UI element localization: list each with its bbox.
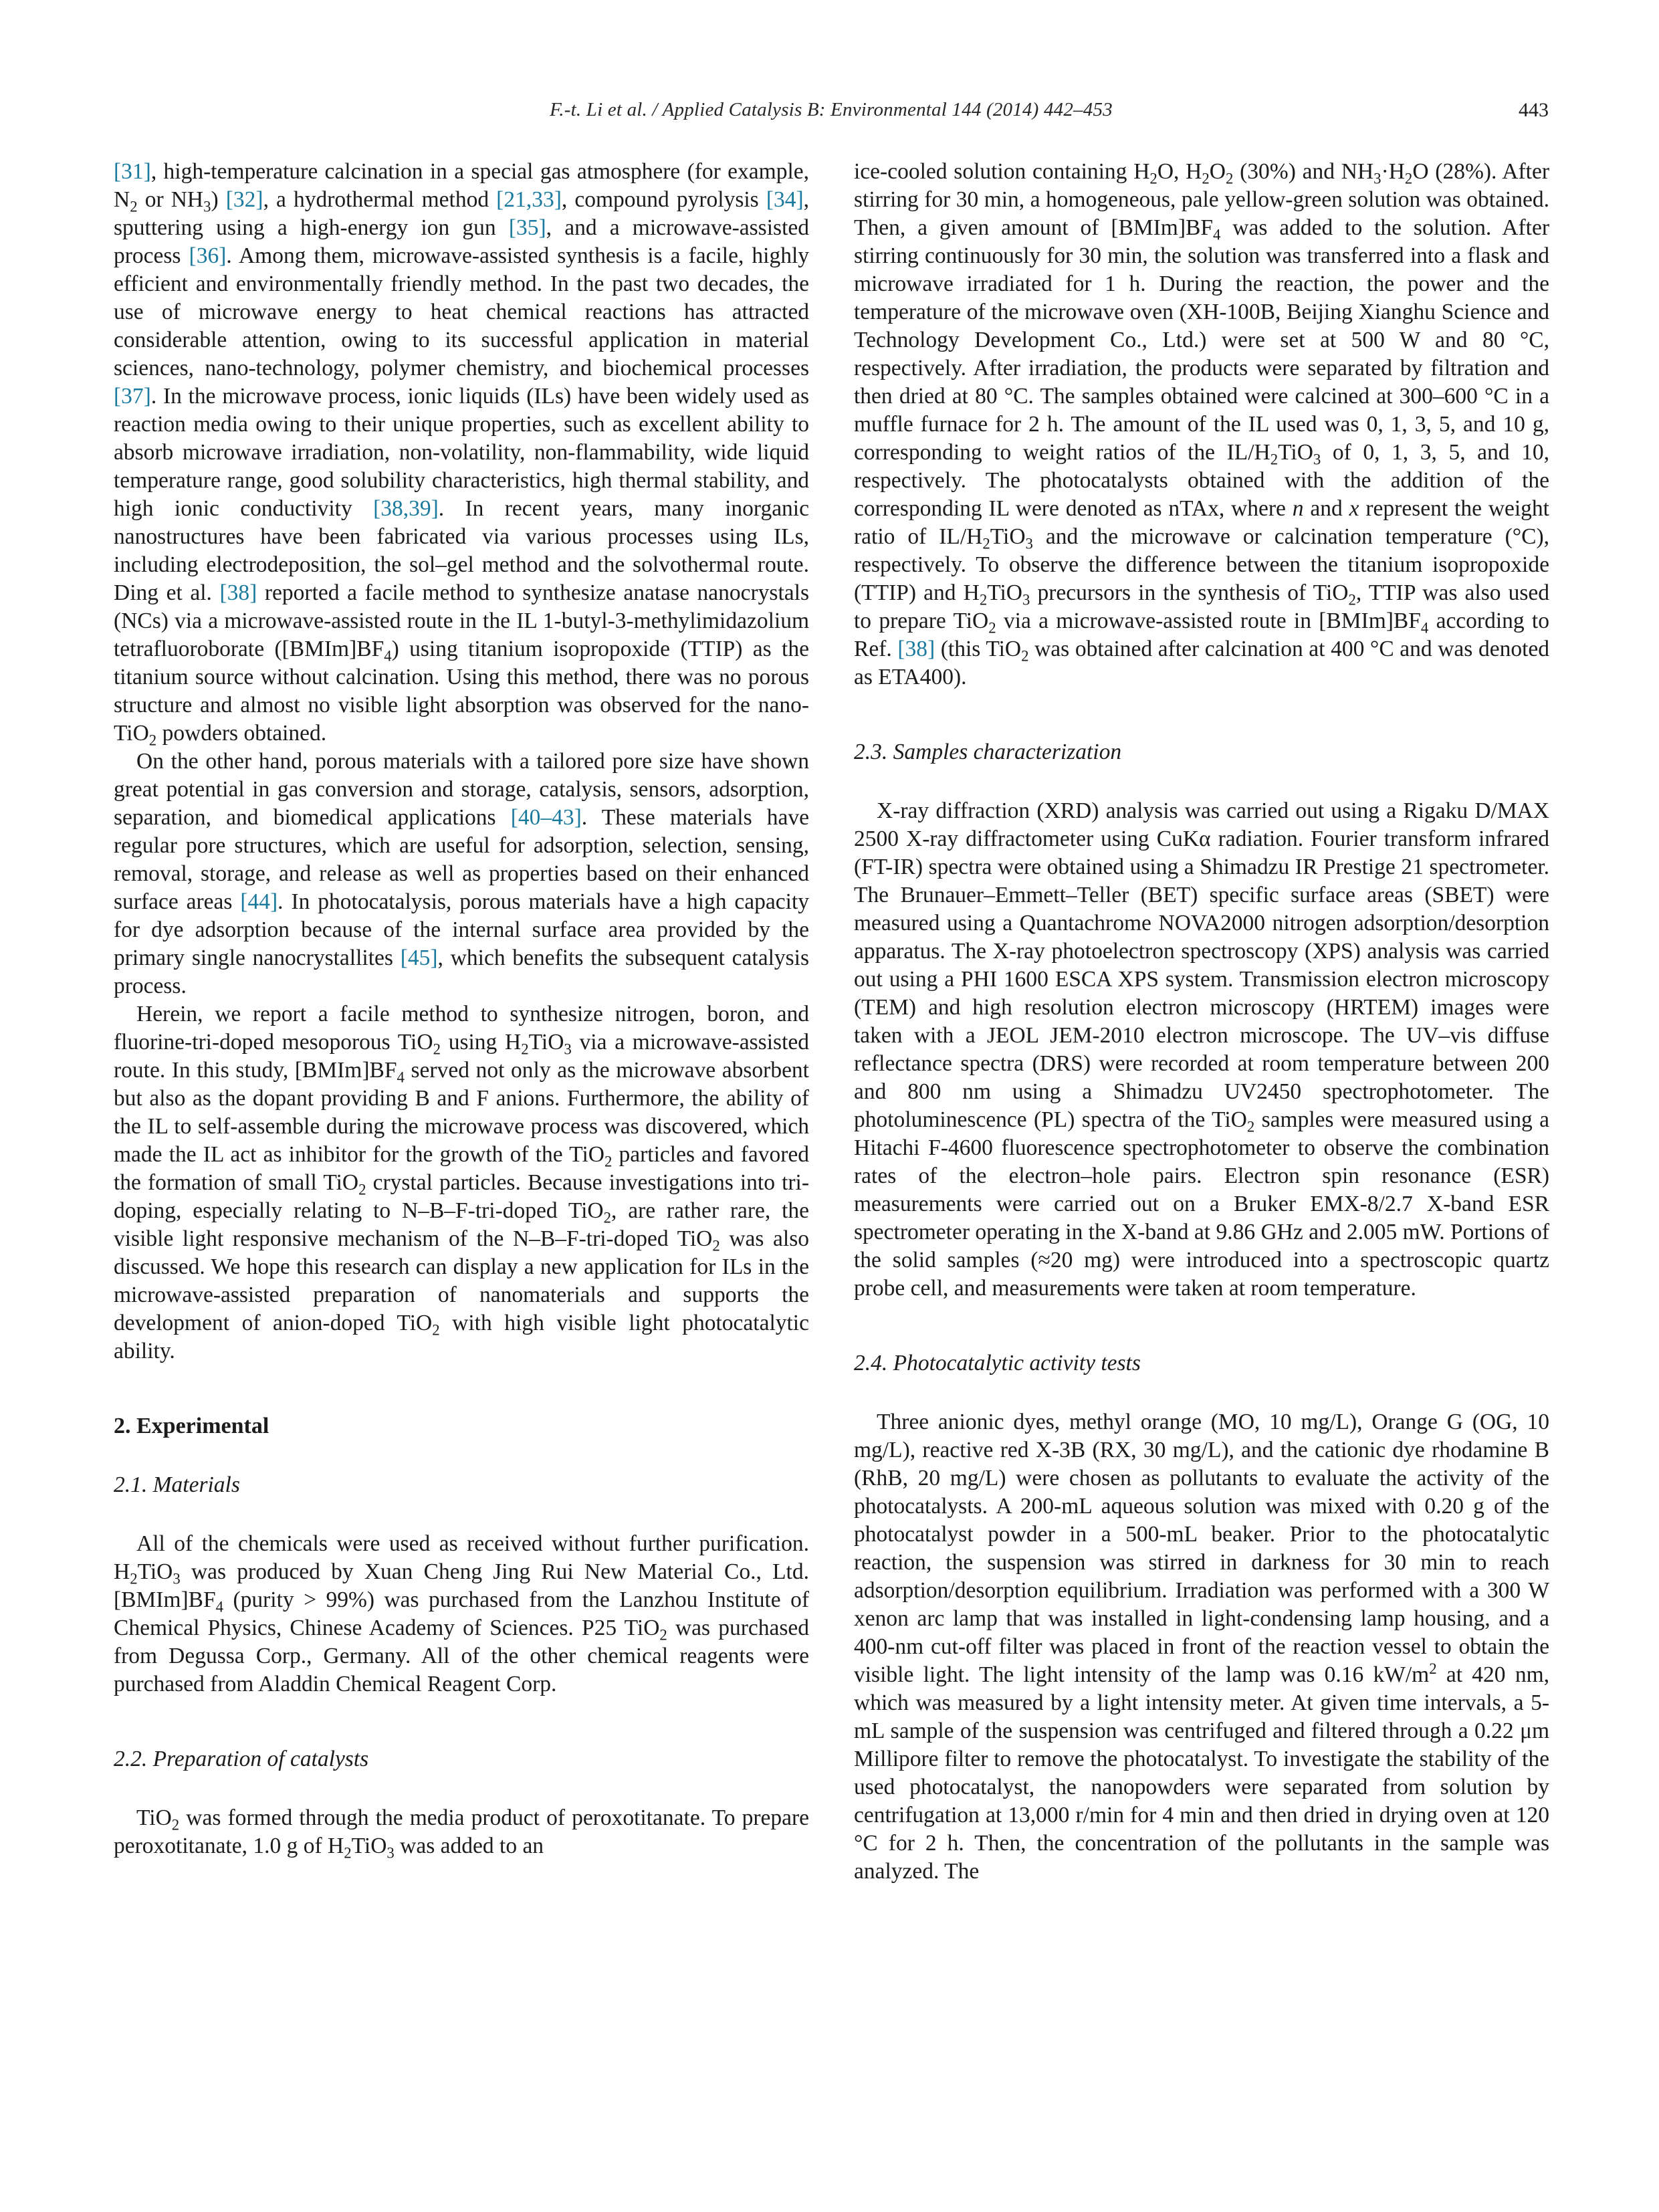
subscript-text: 2 [1348,591,1356,609]
subscript-text: 2 [1404,170,1413,187]
paragraph: X-ray diffraction (XRD) analysis was carried out using a Rigaku D/MAX 2500 X-ray diffractometer using CuKα radiation. Fourier transform infrared (FT-IR) spectra were obtained using a Shimadzu IR Prestige 21 spectrometer. The Brunauer–Emmett–Teller (BET) specific surface areas (SBET) were measured using a Quantachrome NOVA2000 nitrogen adsorption/desorption apparatus. The X-ray photoelectron spectroscopy (XPS) analysis was carried out using a PHI 1600 ESCA XPS system. Transmission electron microscopy (TEM) and high resolution electron microscopy (HRTEM) images were taken with a JEOL JEM-2010 electron microscope. The UV–vis diffuse reflectance spectra (DRS) were recorded at room temperature between 200 and 800 nm using a Shimadzu UV2450 spectrophotometer. The photoluminescence (PL) spectra of the TiO$_2$ samples were measured using a Hitachi F-4600 fluorescence spectrophotometer to observe the combination rates of the electron–hole pairs. Electron spin resonance (ESR) measurements were carried out on a Bruker EMX-8/2.7 X-band ESR spectrometer operating in the X-band at 9.86 GHz and 2.005 mW. Portions of the solid samples (≈20 mg) were introduced into a spectroscopic quartz probe cell, and measurements were taken at room temperature. [854,798,1549,1301]
paragraph: TiO$_2$ was formed through the media product of peroxotitanate. To prepare peroxotitanate, 1.0 g of $H_2TiO_3$ was added to an [114,1805,809,1862]
running-header [114,99,1549,128]
paragraph: All of the chemicals were used as received without further purification. $H_2TiO_3$ was produced by Xuan Cheng Jing Rui New Material Co., Ltd. $[BMIm]BF_4$ (purity > 99%) was purchased from the Lanzhou Institute of Chemical Physics, Chinese Academy of Sciences. P25 TiO$_2$ was purchased from Degussa Corp., Germany. All of the other chemical reagents were purchased from Aladdin Chemical Reagent Corp. [114,1531,809,1696]
subscript-text: 2 [712,1237,720,1254]
citation-link[interactable]: [31] [114,159,151,184]
subscript-text: 2 [603,1209,612,1226]
citation-link[interactable]: [44] [240,889,278,914]
citation-link[interactable]: [32] [225,187,263,212]
subscript-text: 3 [203,198,211,215]
italic-variable: n [1292,496,1304,521]
subscript-text: 2 [988,619,996,637]
subscript-text: 2 [433,1040,441,1058]
citation-link[interactable]: [21,33] [496,187,562,212]
citation-link[interactable]: [36] [189,243,227,268]
subscript-text: 2 [130,1570,138,1587]
subsection-heading: 2.2. Preparation of catalysts [114,1747,369,1771]
citation-link[interactable]: [40–43] [510,805,582,830]
citation-link[interactable]: [38] [897,637,935,661]
subscript-text: 2 [604,1153,613,1170]
italic-variable: x [1349,496,1359,521]
journal-reference: F.-t. Li et al. / Applied Catalysis B: Environmental 144 (2014) 442–453 [550,99,1113,120]
citation-link[interactable]: [35] [508,215,546,240]
subscript-text: 3 [1022,591,1030,609]
superscript-text: 2 [1429,1660,1437,1677]
paragraph: ice-cooled solution containing $H_2O$, $H_2O_2$ (30%) and $NH_3\cdot H_2O$ (28%). After stirring for 30 min, a homogeneous, pale yellow-green solution was obtained. Then, a given amount of $[BMIm]BF_4$ was added to the solution. After stirring continuously for 30 min, the solution was transferred into a flask and microwave irradiated for 1 h. During the reaction, the power and the temperature of the microwave oven (XH-100B, Beijing Xianghu Science and Technology Development Co., Ltd.) were set at 500 W and 80 °C, respectively. After irradiation, the products were separated by filtration and then dried at 80 °C. The samples obtained were calcined at 300–600 °C in a muffle furnace for 2 h. The amount of the IL used was 0, 1, 3, 5, and 10 g, corresponding to weight ratios of the $IL/H_2TiO_3$ of 0, 1, 3, 5, and 10, respectively. The photocatalysts obtained with the addition of the corresponding IL were denoted as nTAx, where n and x represent the weight ratio of $IL/H_2TiO_3$ and the microwave or calcination temperature (°C), respectively. To observe the difference between the titanium isopropoxide (TTIP) and $H_2TiO_3$ precursors in the synthesis of TiO$_2$, TTIP was also used to prepare TiO$_2$ via a microwave-assisted route in $[BMIm]BF_4$ according to Ref. [38] (this TiO$_2$ was obtained after calcination at 400 °C and was denoted as ETA400). [854,159,1549,689]
subscript-text: 2 [148,732,157,749]
paragraph: Three anionic dyes, methyl orange (MO, 10 mg/L), Orange G (OG, 10 mg/L), reactive red X-3B (RX, 30 mg/L), and the cationic dye rhodamine B (RhB, 20 mg/L) were chosen as pollutants to evaluate the activity of the photocatalysts. A 200-mL aqueous solution was mixed with 0.20 g of the photocatalyst powder in a 500-mL beaker. Prior to the photocatalytic reaction, the suspension was stirred in darkness for 30 min to reach adsorption/desorption equilibrium. Irradiation was performed with a 300 W xenon arc lamp that was installed in light-condensing lamp housing, and a 400-nm cut-off filter was placed in front of the reaction vessel to obtain the visible light. The light intensity of the lamp was 0.16 $kW/m^2$ at 420 nm, which was measured by a light intensity meter. At given time intervals, a 5-mL sample of the suspension was centrifuged and filtered through a 0.22 μm Millipore filter to remove the photocatalyst. To investigate the stability of the used photocatalyst, the nanopowders were separated from solution by centrifugation at 13,000 r/min for 4 min and then dried in drying oven at 120 °C for 2 h. Then, the concentration of the pollutants in the sample was analyzed. The [854,1410,1549,1884]
page-number: 443 [1519,99,1549,121]
subscript-text: 4 [1420,619,1429,637]
subscript-text: 2 [1270,451,1279,468]
subscript-text: 3 [386,1844,395,1862]
subsection-heading: 2.1. Materials [114,1472,240,1497]
subscript-text: 2 [130,198,138,215]
subsection-heading: 2.3. Samples characterization [854,740,1122,764]
citation-link[interactable]: [37] [114,384,151,409]
right-column [854,158,1549,1886]
citation-link[interactable]: [38] [219,580,257,605]
subscript-text: 4 [384,647,392,665]
subscript-text: 4 [215,1598,224,1616]
subscript-text: 3 [1373,170,1381,187]
subscript-text: 2 [358,1181,366,1198]
citation-link[interactable]: [45] [400,946,438,970]
subscript-text: 3 [173,1570,181,1587]
subscript-text: 2 [521,1040,529,1058]
subscript-text: 4 [1213,226,1221,243]
subscript-text: 4 [397,1069,405,1086]
subscript-text: 2 [1021,647,1029,665]
subscript-text: 2 [979,591,988,609]
subscript-text: 2 [344,1844,352,1862]
subscript-text: 2 [982,535,990,552]
paragraph: Herein, we report a facile method to synthesize nitrogen, boron, and fluorine-tri-doped mesoporous TiO$_2$ using $H_2TiO_3$ via a microwave-assisted route. In this study, $[BMIm]BF_4$ served not only as the microwave absorbent but also as the dopant providing B and F anions. Furthermore, the ability of the IL to self-assemble during the microwave process was discovered, which made the IL act as inhibitor for the growth of the TiO$_2$ particles and favored the formation of small TiO$_2$ crystal particles. Because investigations into tri-doping, especially relating to N–B–F-tri-doped TiO$_2$, are rather rare, the visible light responsive mechanism of the N–B–F-tri-doped TiO$_2$ was also discussed. We hope this research can display a new application for ILs in the microwave-assisted preparation of nanomaterials and supports the development of anion-doped TiO$_2$ with high visible light photocatalytic ability. [114,1002,810,1363]
subscript-text: 2 [1202,170,1210,187]
section-heading: 2. Experimental [114,1414,269,1438]
subscript-text: 3 [564,1040,572,1058]
subscript-text: 2 [1225,170,1234,187]
left-column [114,158,809,1860]
subscript-text: 3 [1025,535,1033,552]
subscript-text: 2 [432,1321,440,1339]
subscript-text: 2 [1246,1118,1255,1135]
subscript-text: 2 [171,1816,180,1834]
subsection-heading: 2.4. Photocatalytic activity tests [854,1351,1141,1375]
paragraph: [31], high-temperature calcination in a special gas atmosphere (for example, $N_2$ or $NH_3$) [32], a hydrothermal method [21,33], compound pyrolysis [34], sputtering using a high-energy ion gun [35], and a microwave-assisted process [36]. Among them, microwave-assisted synthesis is a facile, highly efficient and environmentally friendly method. In the past two decades, the use of microwave energy to heat chemical reactions has attracted considerable attention, owing to its successful application in material sciences, nano-technology, polymer chemistry, and biochemical processes [37]. In the microwave process, ionic liquids (ILs) have been widely used as reaction media owing to their unique properties, such as excellent ability to absorb microwave irradiation, non-volatility, non-flammability, wide liquid temperature range, good solubility characteristics, high thermal stability, and high ionic conductivity [38,39]. In recent years, many inorganic nanostructures have been fabricated via various processes using ILs, including electrodeposition, the sol–gel method and the solvothermal route. Ding et al. [38] reported a facile method to synthesize anatase nanocrystals (NCs) via a microwave-assisted route in the IL 1-butyl-3-methylimidazolium tetrafluoroborate $([BMIm]BF_4)$ using titanium isopropoxide (TTIP) as the titanium source without calcination. Using this method, there was no porous structure and almost no visible light absorption was observed for the nano-TiO$_2$ powders obtained. [114,159,810,749]
subscript-text: 2 [1149,170,1157,187]
citation-link[interactable]: [38,39] [373,496,439,521]
subscript-text: 2 [659,1626,667,1644]
paragraph: On the other hand, porous materials with a tailored pore size have shown great potential in gas conversion and storage, catalysis, sensors, adsorption, separation, and biomedical applications [40–43]. These materials have regular pore structures, which are useful for adsorption, selection, sensing, removal, storage, and release as well as properties based on their enhanced surface areas [44]. In photocatalysis, porous materials have a high capacity for dye adsorption because of the internal surface area provided by the primary single nanocrystallites [45], which benefits the subsequent catalysis process. [114,749,810,998]
subscript-text: 3 [1313,451,1321,468]
citation-link[interactable]: [34] [766,187,804,212]
